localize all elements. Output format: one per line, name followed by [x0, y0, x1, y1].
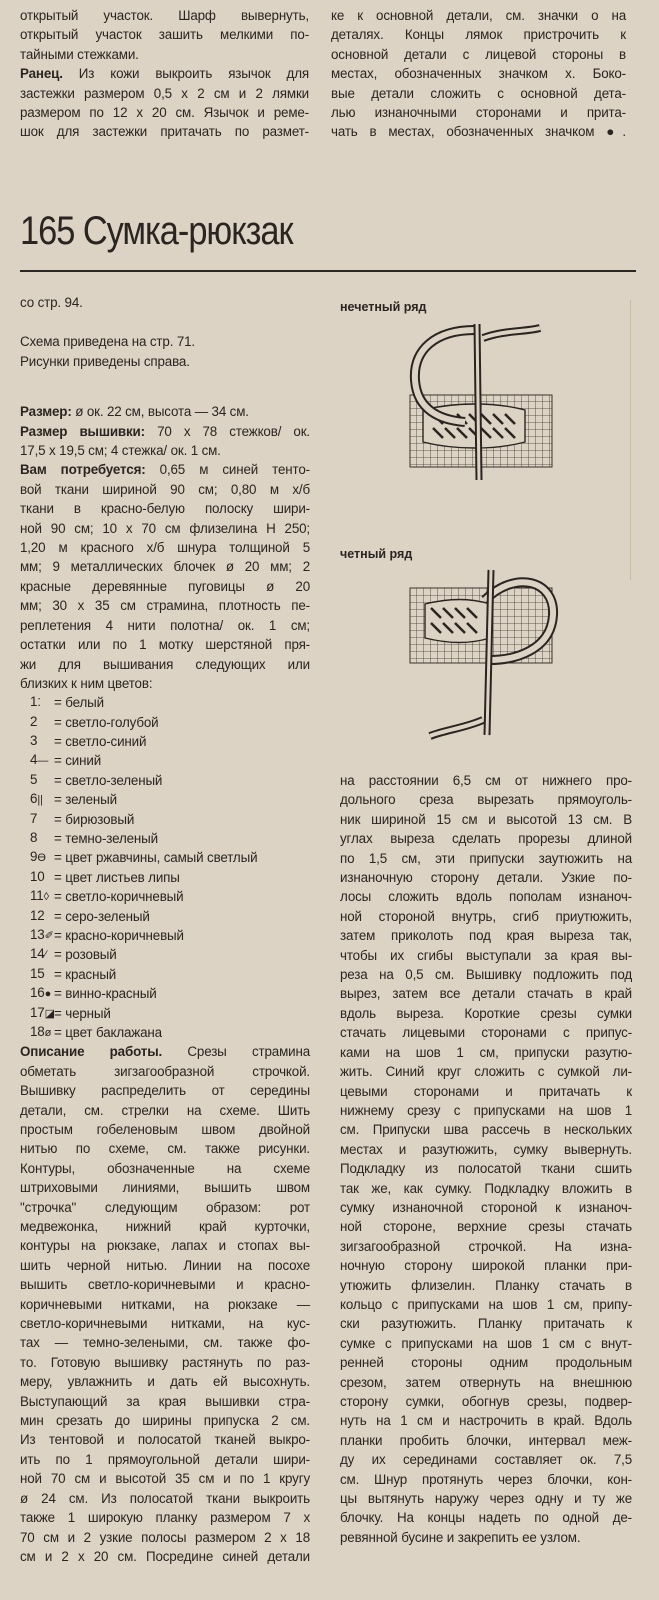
text-line: ткани в красно-белую полоску шири-: [20, 501, 310, 517]
text-line: сумку изнаночной стороной к изнаноч-: [340, 1199, 632, 1215]
text-line: местах, обозначенных значком х. Боко-: [331, 66, 626, 82]
color-name: = светло-голубой: [54, 714, 159, 730]
color-number: [20, 867, 54, 888]
text-line: см. Шнур протянуть через блочки, кон-: [340, 1471, 632, 1487]
text-span: 70 х 78 стежков/ ок.: [157, 423, 310, 439]
text-line: Выступающий за края вышивки стра-: [20, 1393, 310, 1409]
color-number-text: 16: [30, 985, 45, 1001]
text-line: см. Припуски шва рассечь в нескольких: [340, 1122, 632, 1138]
text-line: шить черной нитью. Линии на посохе: [20, 1257, 310, 1273]
text-line: деталях. Концы лямок пристрочить к: [331, 27, 626, 43]
color-key-item: [20, 848, 310, 867]
text-line: срезом, затем отвернуть на внешнюю: [340, 1374, 632, 1390]
color-name: = зеленый: [54, 792, 117, 808]
text-line: обметать зигзагообразной строчкой.: [20, 1063, 310, 1079]
text-line: цы вытянуть наружу через одну и ту же: [340, 1491, 632, 1507]
color-key-item: [20, 907, 310, 926]
color-number: [20, 925, 54, 946]
text-line: ренней стороны одним продольным: [340, 1355, 632, 1371]
text-line: ø 24 см. Из полосатой ткани выкроить: [20, 1490, 310, 1506]
text-line: вдоль выреза. Короткие срезы сумки: [340, 1005, 632, 1021]
text-line: дольного среза вырезать прямоуголь-: [340, 792, 632, 808]
color-name: = красно-коричневый: [54, 928, 184, 943]
color-name: = черный: [54, 1005, 111, 1021]
title-divider: [20, 270, 636, 272]
text-line: ночную сторону широкой планки при-: [340, 1258, 632, 1274]
size-line: [20, 402, 310, 421]
color-key-item: [20, 732, 310, 751]
color-number: [20, 770, 54, 791]
text-line: ревянной бусине и закрепить ее узлом.: [340, 1529, 581, 1545]
text-line: реплетения 4 нити полотна/ ок. 1 см;: [20, 617, 310, 633]
text-line: нуть на 1 см и настрочить в край. Вдоль: [340, 1413, 632, 1429]
text-line: лосы сложить вдоль пополам изнаноч-: [340, 889, 632, 905]
text-line: 70 см и 2 узкие полосы размером 2 х 18: [20, 1529, 310, 1545]
text-line: вышить светло-коричневыми и красно-: [20, 1277, 310, 1293]
color-number: [20, 983, 54, 1004]
color-number-text: 6: [30, 791, 38, 807]
text-line: Вышивку распределить от середины: [20, 1083, 310, 1099]
continued-text-top-right: [331, 6, 626, 142]
text-line: то. Готовую вышивку растянуть по раз-: [20, 1354, 310, 1370]
text-line: сторону сумки, обогнув срезы, подвер-: [340, 1394, 632, 1409]
color-key-item: [20, 693, 310, 712]
color-name: = белый: [54, 695, 104, 711]
color-number: [20, 886, 54, 907]
text-line: Контуры, обозначенные на схеме: [20, 1160, 310, 1176]
text-line: вырез, затем все детали стачать в край: [340, 986, 632, 1002]
embroidery-line: [20, 422, 310, 441]
color-key-list: [20, 693, 310, 1042]
color-key-item: [20, 868, 310, 887]
stitch-symbol-icon: ⁚: [37, 697, 41, 710]
color-number-text: 14: [30, 946, 45, 962]
stitch-symbol-icon: ◪: [44, 1007, 55, 1020]
color-name: = винно-красный: [54, 986, 157, 1002]
text-line: коричневыми нитками, на рюкзаке —: [20, 1296, 310, 1312]
text-line: так же, как сумку. Подкладку вложить в: [340, 1180, 632, 1196]
margin-bleed-line: [630, 300, 631, 580]
text-line: ной стороной внутрь, сгиб приутюжить,: [340, 908, 632, 924]
stitch-symbol-icon: ✐: [44, 930, 54, 942]
color-key-item: [20, 771, 310, 790]
text-line: вые детали сложить с основной дета-: [331, 85, 626, 101]
color-key-item: [20, 810, 310, 829]
text-line: ками на шов 1 см, припуски разутю-: [340, 1044, 632, 1060]
text-line: красные деревянные пуговицы ø 20: [20, 578, 310, 594]
color-name: = светло-коричневый: [54, 889, 184, 905]
backpack-paragraph-first: [20, 64, 309, 83]
text-line: открытый участок. Шарф вывернуть,: [20, 8, 309, 23]
color-key-item: [20, 945, 310, 964]
color-key-item: [20, 751, 310, 770]
color-key-item: [20, 1004, 310, 1023]
text-line: вой ткани шириной 90 см; 0,80 м х/б: [20, 481, 310, 497]
description-text: [20, 1062, 310, 1567]
odd-row-stitch-illustration: [395, 310, 565, 490]
text-line: светло-коричневыми нитками, на кус-: [20, 1316, 310, 1332]
color-number: [20, 692, 54, 713]
color-number-text: 18: [30, 1023, 45, 1039]
continued-text-top-left: [20, 6, 309, 142]
text-line: жить. Синий круг сложить с сумкой ли-: [340, 1064, 632, 1080]
odd-row-label: нечетный ряд: [340, 300, 427, 314]
text-line: см и 2 х 20 см. Посредине синей детали: [20, 1548, 310, 1564]
see-page-note: со стр. 94.: [20, 295, 83, 310]
color-number: [20, 789, 54, 810]
stitch-symbol-icon: ∕: [44, 949, 47, 962]
color-key-item: [20, 1023, 310, 1042]
description-first-line: [20, 1042, 310, 1061]
color-name: = цвет листьев липы: [54, 869, 180, 885]
text-line: открытый участок зашить мелкими по-: [20, 27, 309, 43]
text-line: жи для вышивания следующих или: [20, 656, 310, 672]
stitch-symbol-icon: Ɵ: [37, 852, 46, 865]
color-number-text: 9: [30, 849, 38, 865]
text-line: местах и разутюжить, сумку вывернуть.: [340, 1141, 632, 1157]
size-value: ø ок. 22 см, высота — 34 см.: [75, 404, 249, 420]
even-row-stitch-illustration: [395, 560, 565, 750]
color-number: [20, 906, 54, 927]
color-number: [20, 964, 54, 985]
color-name: = темно-зеленый: [54, 831, 158, 847]
text-line: чтобы их сгибы выступали за края вы-: [340, 947, 632, 963]
text-line: контуры на рюкзаке, лапах и стопах вы-: [20, 1238, 310, 1254]
text-line: нижнему срезу с припусками на шов 1: [340, 1102, 632, 1118]
text-line: меру, увлажнить и дать ей высохнуть.: [20, 1374, 310, 1390]
color-key-item: [20, 887, 310, 906]
color-number-text: 10: [30, 868, 45, 884]
drawings-note: Рисунки приведены справа.: [20, 353, 190, 369]
right-column: [340, 771, 632, 1547]
color-number-text: 2: [30, 713, 38, 729]
text-line: изнаночную сторону детали. Узкие по-: [340, 870, 632, 886]
text-line: простым гобеленовым швом двойной: [20, 1121, 310, 1137]
text-span: 0,65 м синей тенто-: [159, 462, 310, 478]
text-line: ной стороне, верхние срезы стачать: [340, 1219, 632, 1235]
text-line: зигзагообразной строчкой. На изна-: [340, 1238, 632, 1254]
text-line: кольцо с припусками на шов 1 см, припу-: [340, 1296, 632, 1312]
text-line: по 1,5 см, эти припуски заутюжить на: [340, 850, 632, 866]
text-line: стачать лицевыми сторонами с припус-: [340, 1025, 632, 1041]
scheme-note: Схема приведена на стр. 71.: [20, 334, 195, 350]
text-line: нитью по схеме, см. также рисунки.: [20, 1141, 310, 1157]
page-title: 165 Сумка-рюкзак: [20, 209, 293, 253]
text-line: медвежонка, нижний край курточки,: [20, 1219, 310, 1234]
text-line: остатки или по 1 мотку шерстяной пря-: [20, 637, 310, 653]
color-name: = светло-синий: [54, 734, 147, 750]
text-line: основной детали с лицевой стороны в: [331, 46, 626, 62]
color-name: = синий: [54, 753, 102, 769]
text-line: чать в местах, обозначенных значком ●.: [331, 124, 626, 140]
needed-line: [20, 460, 310, 479]
embroidery-label: Размер вышивки:: [20, 423, 145, 439]
color-number-text: 17: [30, 1004, 45, 1020]
color-number-text: 1: [30, 694, 38, 710]
color-number: [20, 1003, 54, 1024]
text-line: тайными стежками.: [20, 46, 139, 62]
description-label: Описание работы.: [20, 1044, 163, 1060]
materials-list: [20, 480, 310, 693]
stitch-symbol-icon: ||: [37, 794, 43, 807]
color-number: [20, 847, 54, 868]
color-key-item: [20, 926, 310, 945]
text-line: ке к основной детали, см. значки о на: [331, 8, 626, 23]
color-name: = цвет баклажана: [54, 1024, 162, 1040]
text-line: ной 90 см; 10 х 70 см флизелина Н 250;: [20, 520, 310, 536]
color-number: [20, 944, 54, 965]
text-line: затем приколоть под края выреза так,: [340, 928, 632, 944]
color-number: [20, 1022, 54, 1043]
stitch-symbol-icon: —: [37, 755, 49, 768]
color-number-text: 5: [30, 771, 38, 787]
color-number: [20, 712, 54, 733]
text-line: застежки размером 0,5 х 2 см и 2 лямки: [20, 85, 309, 101]
color-name: = бирюзовый: [54, 811, 135, 827]
color-number-text: 8: [30, 830, 38, 846]
color-number-text: 13: [30, 927, 45, 942]
text-line: Из тентовой и полосатой тканей выкро-: [20, 1432, 310, 1448]
text-line: ной 70 см и высотой 35 см и по 1 кругу: [20, 1471, 310, 1487]
text-line: штриховыми линиями, вышить швом: [20, 1180, 310, 1196]
text-span: Срезы страмина: [187, 1044, 311, 1060]
needed-label: Вам потребуется:: [20, 462, 146, 478]
stitch-symbol-icon: ø: [44, 1026, 52, 1039]
text-line: Подкладку из полосатой ткани сшить: [340, 1161, 632, 1177]
text-line: блочку. На концы надеть по одной де-: [340, 1510, 632, 1526]
color-number-text: 4: [30, 752, 38, 768]
text-line: утюжить флизелин. Планку стачать в: [340, 1277, 632, 1293]
text-line: ду их серединами составляет ок. 7,5: [340, 1452, 632, 1468]
color-key-item: [20, 790, 310, 809]
text-line: ник шириной 15 см и высотой 13 см. В: [340, 811, 632, 827]
stitch-symbol-icon: ●: [44, 988, 52, 1001]
color-name: = светло-зеленый: [54, 772, 163, 788]
color-name: = цвет ржавчины, самый светлый: [54, 850, 258, 866]
text-line: близких к ним цветов:: [20, 675, 153, 691]
text-line: реза на 0,5 см. Вышивку подложить под: [340, 967, 632, 983]
text-line: планки пробить блочки, интервал меж-: [340, 1432, 632, 1448]
text-line: лью изнаночными сторонами и прита-: [331, 105, 626, 121]
color-number: [20, 828, 54, 849]
backpack-label: Ранец.: [20, 66, 63, 82]
text-line: также 1 широкую планку размером 7 х: [20, 1510, 310, 1526]
text-line: 17,5 х 19,5 см; 4 стежка/ ок. 1 см.: [20, 443, 221, 459]
color-number-text: 3: [30, 733, 38, 749]
right-column-text: [340, 771, 632, 1528]
text-line: мм; 30 х 35 см страмина, плотность пе-: [20, 598, 310, 614]
text-line: цевыми сторонами и притачать к: [340, 1083, 632, 1099]
text-line: мин срезать до ширины припуска 2 см.: [20, 1413, 310, 1429]
left-column: [20, 293, 310, 1566]
text-line: тах — темно-зелеными, см. также фо-: [20, 1335, 310, 1351]
text-line: шок для застежки притачать по размет-: [20, 124, 309, 140]
color-key-item: [20, 965, 310, 984]
color-number-text: 11: [30, 888, 44, 904]
text-line: сумке с припусками на шов 1 см с внут-: [340, 1335, 632, 1351]
text-line: 1,20 м красного х/б шнура толщиной 5: [20, 540, 310, 556]
text-line: углах выреза сделать прорезы длиной: [340, 831, 632, 847]
text-line: на расстоянии 6,5 см от нижнего про-: [340, 773, 632, 788]
text-line: "строчка" следующим образом: рот: [20, 1199, 310, 1215]
size-label: Размер:: [20, 404, 72, 420]
color-number: [20, 750, 54, 771]
text-line: детали, см. стрелки на схеме. Шить: [20, 1102, 310, 1118]
color-number: [20, 809, 54, 830]
color-number: [20, 731, 54, 752]
color-name: = серо-зеленый: [54, 908, 150, 924]
color-key-item: [20, 713, 310, 732]
stitch-symbol-icon: ◊: [43, 891, 49, 904]
text-line: мм; 9 металлических блочек ø 20 мм; 2: [20, 559, 310, 575]
color-key-item: [20, 984, 310, 1003]
color-key-item: [20, 829, 310, 848]
text-line: ить по 1 прямоугольной детали шири-: [20, 1451, 310, 1467]
even-row-label: четный ряд: [340, 547, 413, 561]
color-name: = красный: [54, 966, 117, 982]
color-number-text: 12: [30, 907, 45, 923]
text-line: размером по 12 х 20 см. Язычок и реме-: [20, 105, 309, 121]
color-name: = розовый: [54, 947, 117, 963]
text-line: ски разутюжить. Планку притачать к: [340, 1316, 632, 1332]
color-number-text: 15: [30, 965, 45, 981]
color-number-text: 7: [30, 810, 38, 826]
text-span: Из кожи выкроить язычок для: [78, 66, 309, 82]
